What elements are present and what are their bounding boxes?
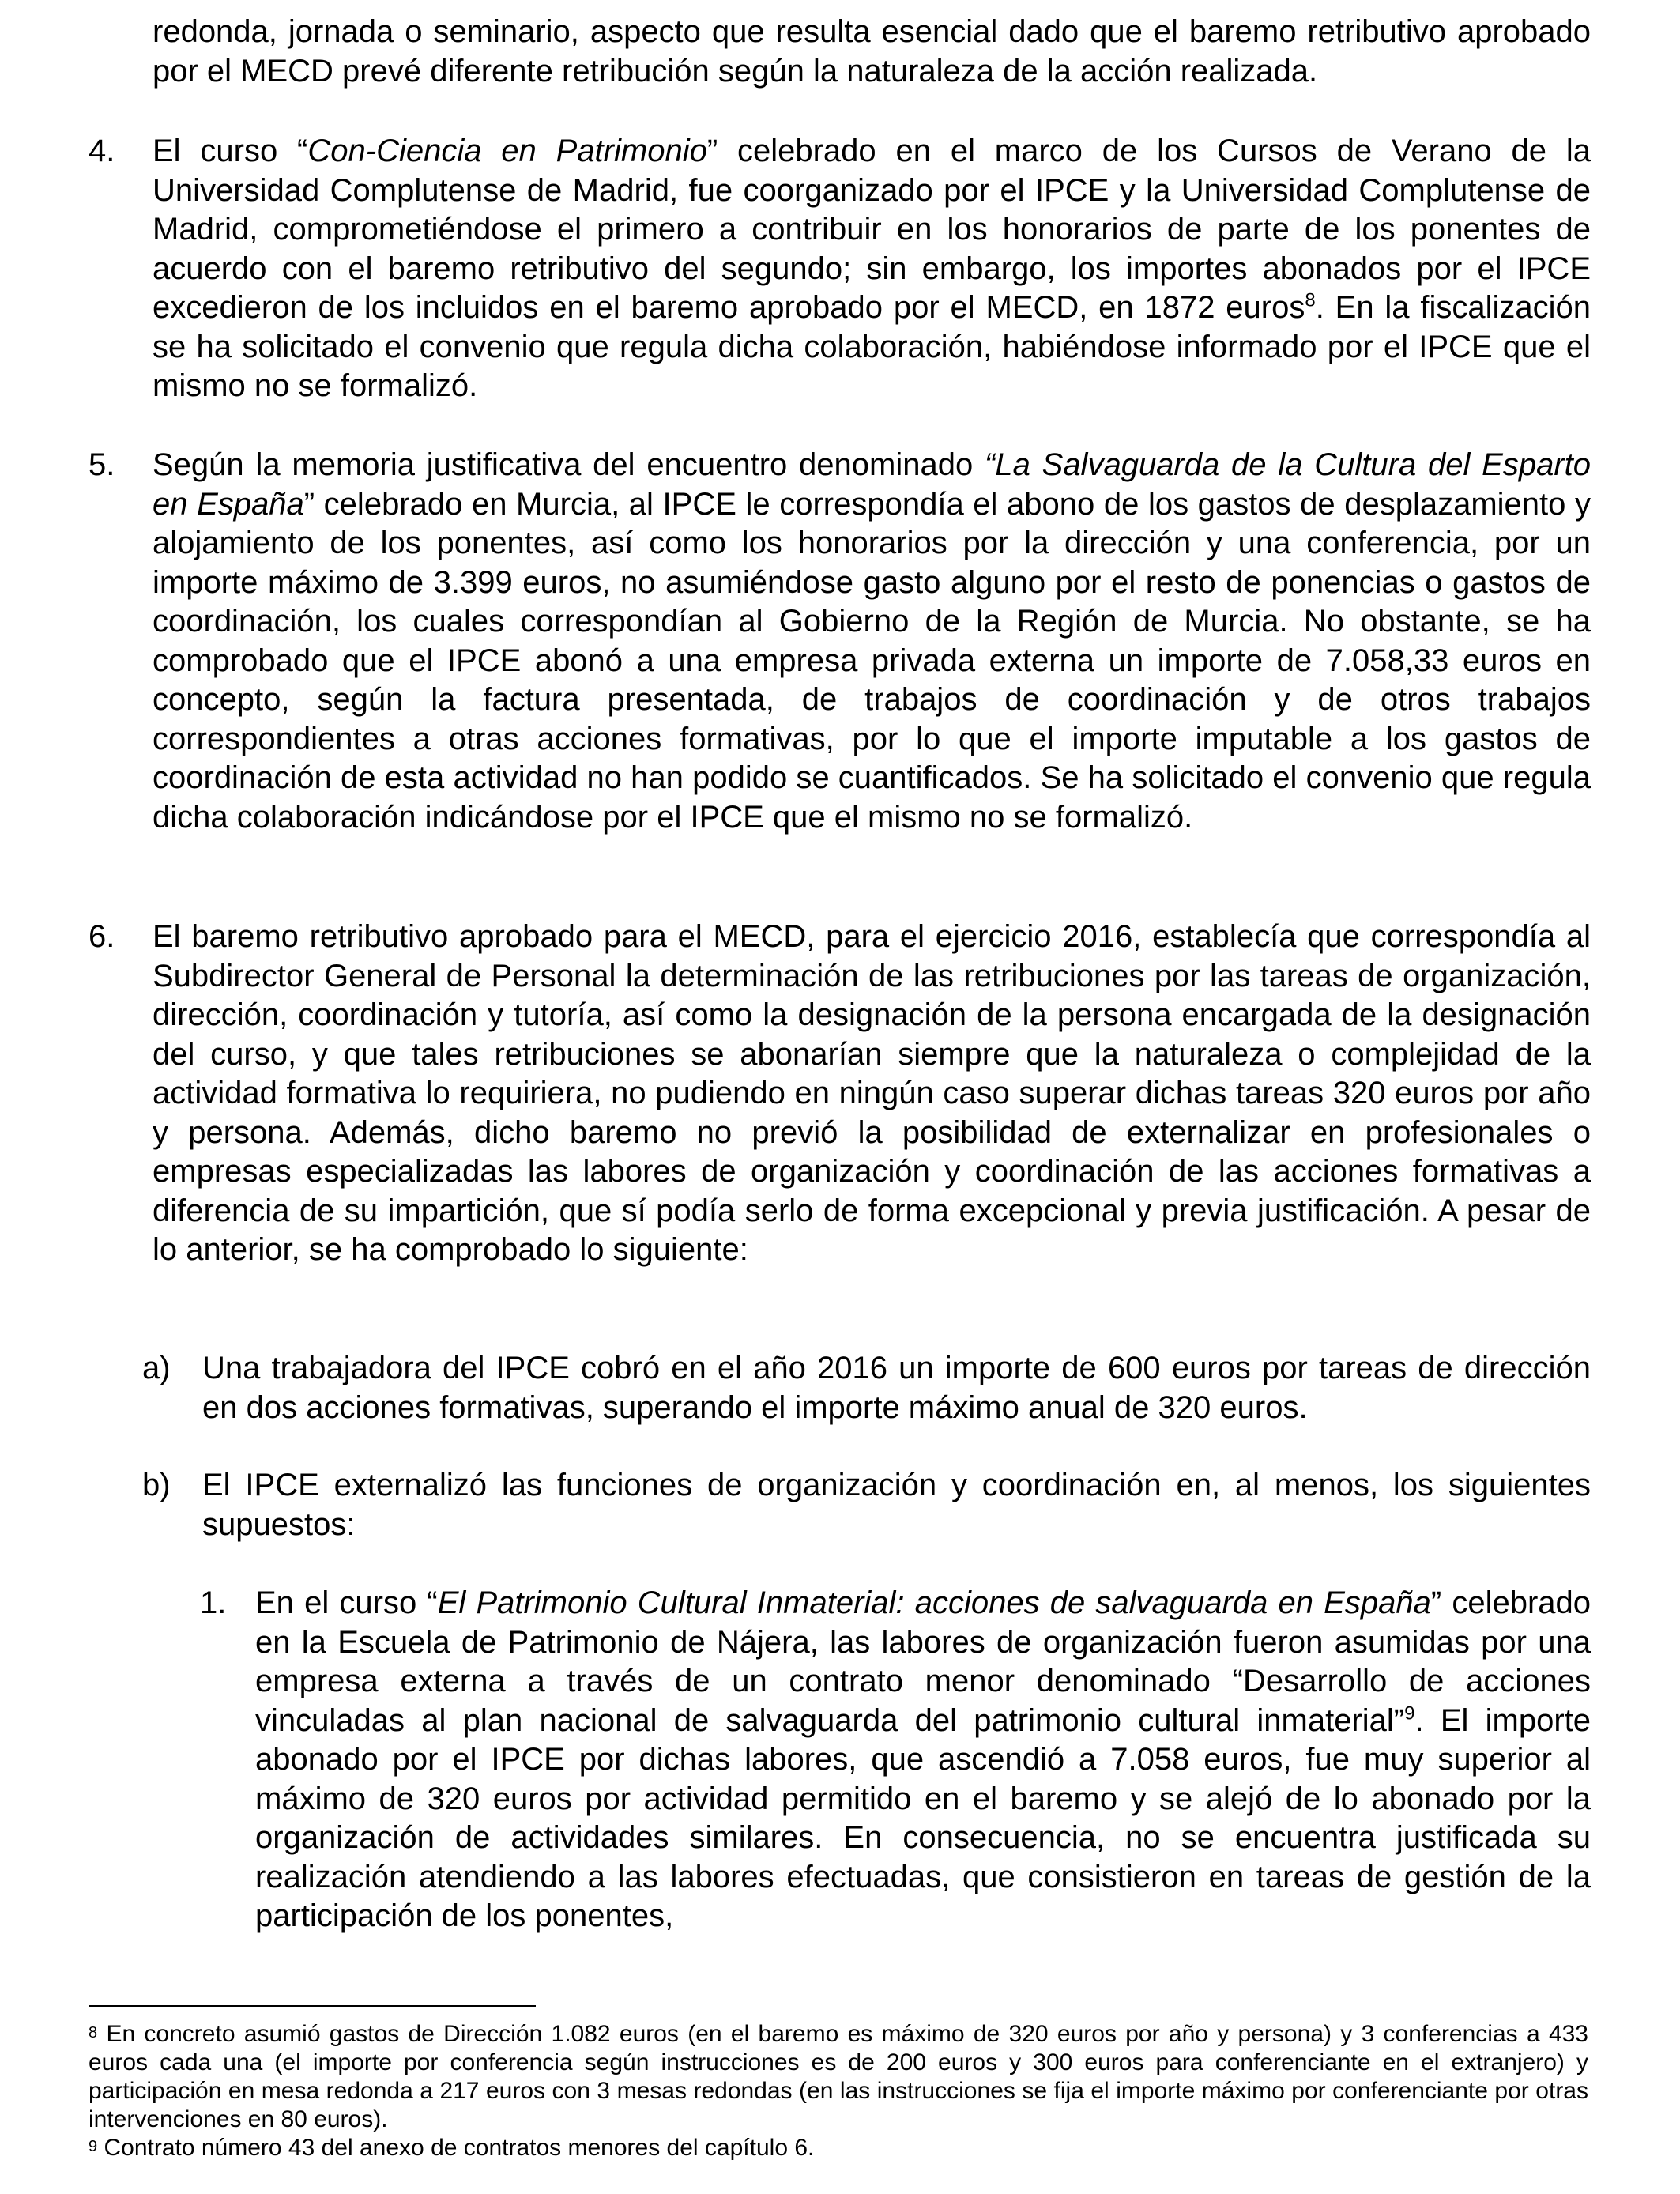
footnote-number-8: 8 xyxy=(89,2024,98,2041)
item-number-6: 6. xyxy=(89,919,115,954)
footnote-8 xyxy=(89,2020,1588,2134)
intro-paragraph: redonda, jornada o seminario, aspecto que resulta esencial dado que el baremo retributivo aprobado por el MECD prevé diferente retribución según la naturaleza de la acción realizada. xyxy=(153,14,1591,89)
item-number-4: 4. xyxy=(89,134,115,168)
item-number-5: 5. xyxy=(89,447,115,482)
event-title-esparto: “La Salvaguarda de la Cultura del Esparto en España xyxy=(153,447,1591,522)
item-4-text-c: . En la fiscalización se ha solicitado el convenio que regula dicha colaboración, habiéndose informado por el IPCE que el mismo no se formalizó. xyxy=(153,290,1591,403)
course-title-con-ciencia: Con-Ciencia en Patrimonio xyxy=(307,134,707,168)
item-4-text-a: El curso “ xyxy=(153,134,308,168)
footnote-number-9: 9 xyxy=(89,2138,98,2155)
nested-text-a: En el curso “ xyxy=(255,1585,438,1620)
subitem-paragraph-a: Una trabajadora del IPCE cobró en el año 2016 un importe de 600 euros por tareas de dirección en dos acciones formativas, superando el importe máximo anual de 320 euros. xyxy=(202,1351,1591,1425)
footnote-separator xyxy=(89,2005,536,2007)
footnote-8-text: En concreto asumió gastos de Dirección 1.082 euros (en el baremo es máximo de 320 euros por año y persona) y 3 conferencias a 433 euros cada una (el importe por conferencia según instrucciones es de 200 euros y 300 euros para conferenciante en el extranjero) y participación en mesa redonda a 217 euros con 3 mesas redondas (en las instrucciones se fija el importe máximo por conferenciante por otras intervenciones en 80 euros). xyxy=(89,2021,1588,2132)
subitem-label-b: b) xyxy=(142,1468,171,1502)
nested-text-c: . El importe abonado por el IPCE por dichas labores, que ascendió a 7.058 euros, fue muy superior al máximo de 320 euros por actividad permitido en el baremo y se alejó de lo abonado por la organización de actividades similares. En consecuencia, no se encuentra justificada su realización atendiendo a las labores efectuadas, que consistieron en tareas de gestión de la participación de los ponentes, xyxy=(255,1702,1591,1933)
item-5-text-b: ” celebrado en Murcia, al IPCE le correspondía el abono de los gastos de desplazamiento y alojamiento de los ponentes, así como los honorarios por la dirección y una conferencia, por un importe máximo de 3.399 euros, no asumiéndose gasto alguno por el resto de ponencias o gastos de coordinación, los cuales correspondían al Gobierno de la Región de Murcia. No obstante, se ha comprobado que el IPCE abonó a una empresa privada externa un importe de 7.058,33 euros en concepto, según la factura presentada, de trabajos de coordinación y de otros trabajos correspondientes a otras acciones formativas, por lo que el importe imputable a los gastos de coordinación de esta actividad no han podido se cuantificados. Se ha solicitado el convenio que regula dicha colaboración indicándose por el IPCE que el mismo no se formalizó. xyxy=(153,486,1591,835)
nested-item-number-1: 1. xyxy=(200,1585,227,1620)
item-paragraph-6: El baremo retributivo aprobado para el MECD, para el ejercicio 2016, establecía que correspondía al Subdirector General de Personal la determinación de las retribuciones por las tareas de organización, dirección, coordinación y tutoría, así como la designación de la persona encargada de la designación del curso, y que tales retribuciones se abonarían siempre que la naturaleza o complejidad de la actividad formativa lo requiriera, no pudiendo en ningún caso superar dichas tareas 320 euros por año y persona. Además, dicho baremo no previó la posibilidad de externalizar en profesionales o empresas especializadas las labores de organización y coordinación de las acciones formativas a diferencia de su impartición, que sí podía serlo de forma excepcional y previa justificación. A pesar de lo anterior, se ha comprobado lo siguiente: xyxy=(153,919,1591,1267)
item-paragraph-4 xyxy=(153,132,1591,406)
item-4-text-b: ” celebrado en el marco de los Cursos de Verano de la Universidad Complutense de Madrid, fue coorganizado por el IPCE y la Universidad Complutense de Madrid, comprometiéndose el primero a contribuir en los honorarios de parte de los ponentes de acuerdo con el baremo retributivo del segundo; sin embargo, los importes abonados por el IPCE excedieron de los incluidos en el baremo aprobado por el MECD, en 1872 euros xyxy=(153,134,1591,325)
footnote-9-text: Contrato número 43 del anexo de contratos menores del capítulo 6. xyxy=(104,2135,815,2161)
footnote-ref-9: 9 xyxy=(1404,1702,1415,1725)
nested-item-paragraph-1 xyxy=(255,1584,1591,1936)
footnote-ref-8: 8 xyxy=(1305,289,1316,311)
subitem-label-a: a) xyxy=(142,1351,171,1385)
footnote-9 xyxy=(89,2134,1588,2162)
course-title-patrimonio-inmaterial: El Patrimonio Cultural Inmaterial: acciones de salvaguarda en España xyxy=(437,1585,1431,1620)
subitem-paragraph-b: El IPCE externalizó las funciones de organización y coordinación en, al menos, los siguientes supuestos: xyxy=(202,1468,1591,1542)
item-paragraph-5 xyxy=(153,446,1591,837)
nested-text-b: ” celebrado en la Escuela de Patrimonio de Nájera, las labores de organización fueron asumidas por una empresa externa a través de un contrato menor denominado “Desarrollo de acciones vinculadas al plan nacional de salvaguarda del patrimonio cultural inmaterial” xyxy=(255,1585,1591,1738)
item-5-text-a: Según la memoria justificativa del encuentro denominado xyxy=(153,447,985,482)
